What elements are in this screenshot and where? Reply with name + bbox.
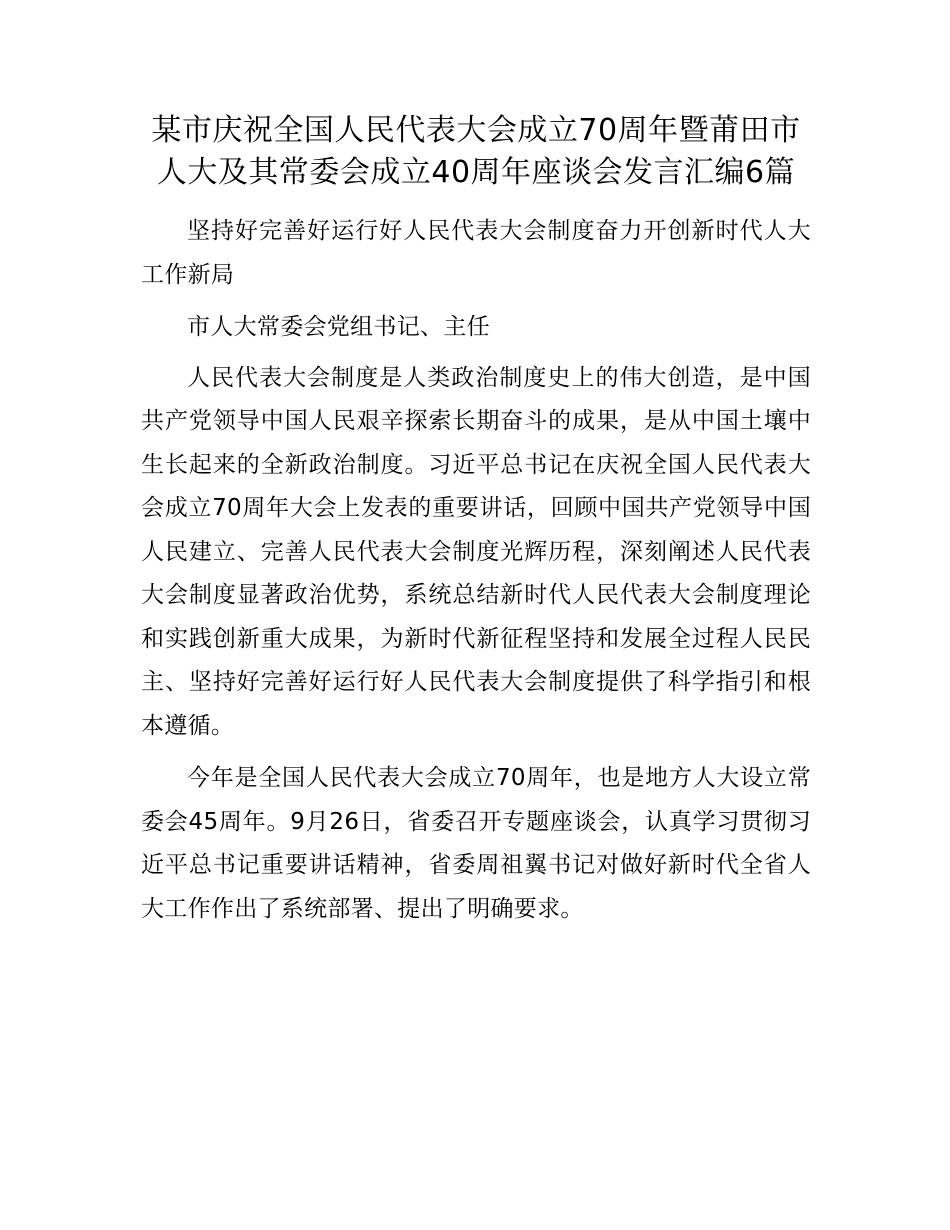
speaker-position: 市人大常委会党组书记、主任 <box>187 314 490 340</box>
body-paragraph: 今年是全国人民代表大会成立70周年，也是地方人大设立常委会45周年。9月26日，省委召开专题座谈会，认真学习贯彻习近平总书记重要讲话精神，省委周祖翼书记对做好新时代全省人大工作作出了系统部署、提出了明确要求。 <box>141 765 811 922</box>
body-paragraph: 人民代表大会制度是人类政治制度史上的伟大创造，是中国共产党领导中国人民艰辛探索长期奋斗的成果，是从中国土壤中生长起来的全新政治制度。习近平总书记在庆祝全国人民代表大会成立70周年大会上发表的重要讲话，回顾中国共产党领导中国人民建立、完善人民代表大会制度光辉历程，深刻阐述人民代表大会制度显著政治优势，系统总结新时代人民代表大会制度理论和实践创新重大成果，为新时代新征程坚持和发展全过程人民民主、坚持好完善好运行好人民代表大会制度提供了科学指引和根本遵循。 <box>141 364 811 739</box>
document-page <box>141 110 811 931</box>
speech-title: 坚持好完善好运行好人民代表大会制度奋力开创新时代人大工作新局 <box>141 218 811 288</box>
document-title: 某市庆祝全国人民代表大会成立70周年暨莆田市人大及其常委会成立40周年座谈会发言汇编6篇 <box>151 113 801 190</box>
